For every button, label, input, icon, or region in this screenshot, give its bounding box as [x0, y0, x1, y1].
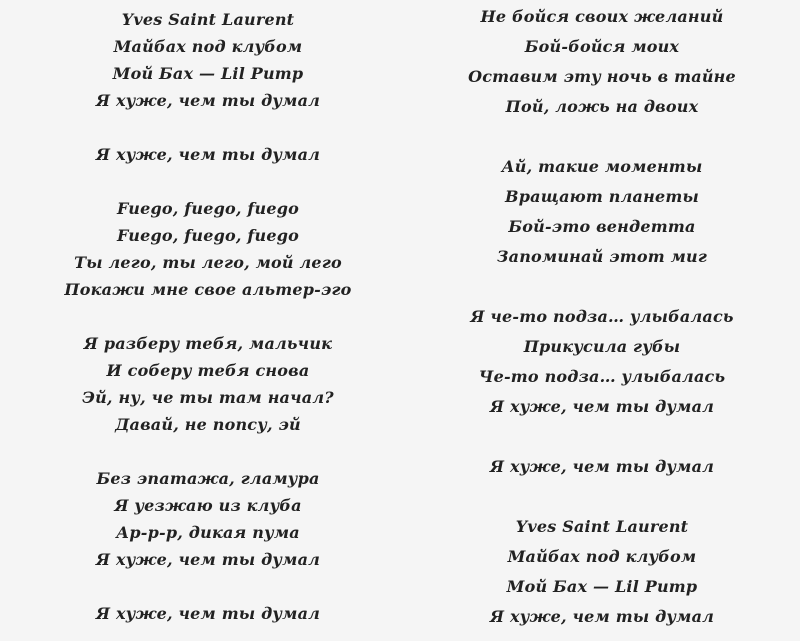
lyric-line: Вращают планеты	[505, 187, 699, 206]
lyric-line: Не бойся своих желаний	[480, 7, 724, 26]
lyric-line: Я хуже, чем ты думал	[95, 604, 321, 623]
stanza-break	[58, 573, 358, 600]
lyric-line: Fuego, fuego, fuego	[117, 199, 299, 218]
lyric-line: Я хуже, чем ты думал	[95, 550, 321, 569]
lyric-line: Без эпатажа, гламура	[96, 469, 320, 488]
lyric-line: Yves Saint Laurent	[121, 10, 295, 29]
lyrics-column-left	[58, 6, 358, 627]
lyric-line: Оставим эту ночь в тайне	[468, 67, 736, 86]
stanza-break	[452, 422, 752, 452]
stanza-break	[452, 122, 752, 152]
lyric-line: Давай, не попсу, эй	[115, 415, 301, 434]
lyrics-column-right	[452, 2, 752, 632]
lyric-line: Мой Бах — Lil Pump	[112, 64, 304, 83]
lyric-line: Эй, ну, че ты там начал?	[82, 388, 334, 407]
stanza-break	[58, 114, 358, 141]
stanza-break	[58, 438, 358, 465]
lyric-line: Fuego, fuego, fuego	[117, 226, 299, 245]
lyric-line: Я хуже, чем ты думал	[95, 91, 321, 110]
lyric-line: Ай, такие моменты	[501, 157, 703, 176]
lyric-line: Майбах под клубом	[113, 37, 303, 56]
lyric-line: Yves Saint Laurent	[515, 517, 689, 536]
lyric-line: Прикусила губы	[523, 337, 681, 356]
lyric-line: Че-то подза… улыбалась	[478, 367, 726, 386]
lyric-line: Ты лего, ты лего, мой лего	[74, 253, 342, 272]
stanza-break	[58, 168, 358, 195]
lyric-line: И соберу тебя снова	[106, 361, 310, 380]
lyric-line: Я разберу тебя, мальчик	[83, 334, 333, 353]
lyric-line: Мой Бах — Lil Pump	[506, 577, 698, 596]
lyric-line: Ар-р-р, дикая пума	[116, 523, 300, 542]
stanza-break	[58, 303, 358, 330]
stanza-break	[452, 482, 752, 512]
lyric-line: Запоминай этот миг	[496, 247, 708, 266]
lyric-line: Я че-то подза… улыбалась	[470, 307, 734, 326]
lyric-line: Покажи мне свое альтер-эго	[64, 280, 352, 299]
lyric-line: Я хуже, чем ты думал	[95, 145, 321, 164]
lyric-line: Я уезжаю из клуба	[114, 496, 302, 515]
lyric-line: Я хуже, чем ты думал	[489, 397, 715, 416]
lyric-line: Бой-бойся моих	[524, 37, 680, 56]
lyric-line: Бой-это вендетта	[508, 217, 696, 236]
lyric-line: Пой, ложь на двоих	[505, 97, 699, 116]
lyric-line: Я хуже, чем ты думал	[489, 607, 715, 626]
lyric-line: Майбах под клубом	[507, 547, 697, 566]
stanza-break	[452, 272, 752, 302]
lyric-line: Я хуже, чем ты думал	[489, 457, 715, 476]
